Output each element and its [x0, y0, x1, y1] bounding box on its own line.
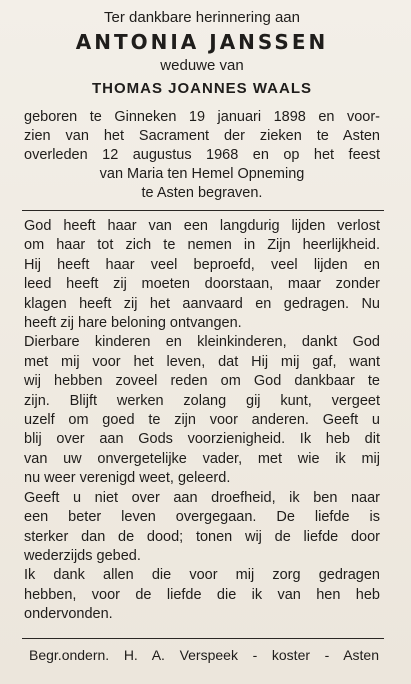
card-header	[22, 8, 382, 99]
divider-bottom	[22, 638, 384, 639]
biography-line: van Maria ten Hemel Opneming	[99, 166, 305, 182]
text-line: klagen heeft zij het aanvaard en gedragen. Nu	[24, 295, 380, 312]
text-line: wederzijds gebed.	[24, 547, 141, 564]
text-line: God heeft haar van een langdurig lijden verlost	[24, 218, 380, 234]
funeral-director-credit: Begr.ondern. H. A. Verspeek - koster - Asten	[29, 647, 379, 663]
text-line: Dierbare kinderen en kleinkinderen, dankt God	[24, 334, 380, 351]
text-line: Hij heeft haar veel beproefd, veel lijden en	[24, 256, 380, 273]
text-line: sterker dan de dood; tonen wij de liefde door	[24, 528, 380, 545]
intro-line: Ter dankbare herinnering aan	[104, 9, 300, 26]
husband-name: THOMAS JOANNES WAALS	[91, 80, 312, 97]
text-line: nu weer verenigd weet, geleerd.	[24, 470, 231, 487]
text-line: wij hebben zoveel reden om God dankbaar te	[24, 373, 380, 390]
divider-top	[22, 210, 384, 211]
biography-line: geboren te Ginneken 19 januari 1898 en voor-	[24, 109, 380, 125]
text-line: ondervonden.	[24, 606, 113, 623]
text-line: om haar tot zich te nemen in Zijn heerlijkheid.	[24, 237, 380, 254]
text-line: van uw onvergetelijke vader, met wie ik mij	[24, 450, 380, 467]
text-line: hebben, voor de liefde die ik van hen heb	[24, 586, 380, 603]
text-line: blij over aan Gods voorzienigheid. Ik heb dit	[24, 431, 380, 448]
text-line: Ik dank allen die voor mij zorg gedragen	[24, 567, 380, 584]
memorial-text	[24, 217, 380, 625]
text-line: een beter leven overgegaan. De liefde is	[24, 509, 380, 526]
biography-line: zien van het Sacrament der zieken te Asten	[24, 128, 380, 144]
deceased-name: ANTONIA JANSSEN	[75, 30, 329, 54]
text-line: uzelf om goed te zijn voor anderen. Geeft u	[24, 412, 380, 429]
biography-line: overleden 12 augustus 1968 en op het feest	[24, 147, 380, 163]
text-line: zijn. Blijft werken zolang gij kunt, vergeet	[24, 392, 380, 409]
biography-line: te Asten begraven.	[141, 185, 263, 201]
text-line: Geeft u niet over aan droefheid, ik ben naar	[24, 489, 380, 506]
text-line: met mij voor het leven, dat Hij mij gaf, want	[24, 353, 380, 370]
widow-of-line: weduwe van	[160, 57, 244, 74]
text-line: heeft zij hare beloning ontvangen.	[24, 315, 242, 332]
text-line: leed heeft zij moeten doorstaan, maar zonder	[24, 276, 380, 293]
biography	[24, 108, 380, 203]
